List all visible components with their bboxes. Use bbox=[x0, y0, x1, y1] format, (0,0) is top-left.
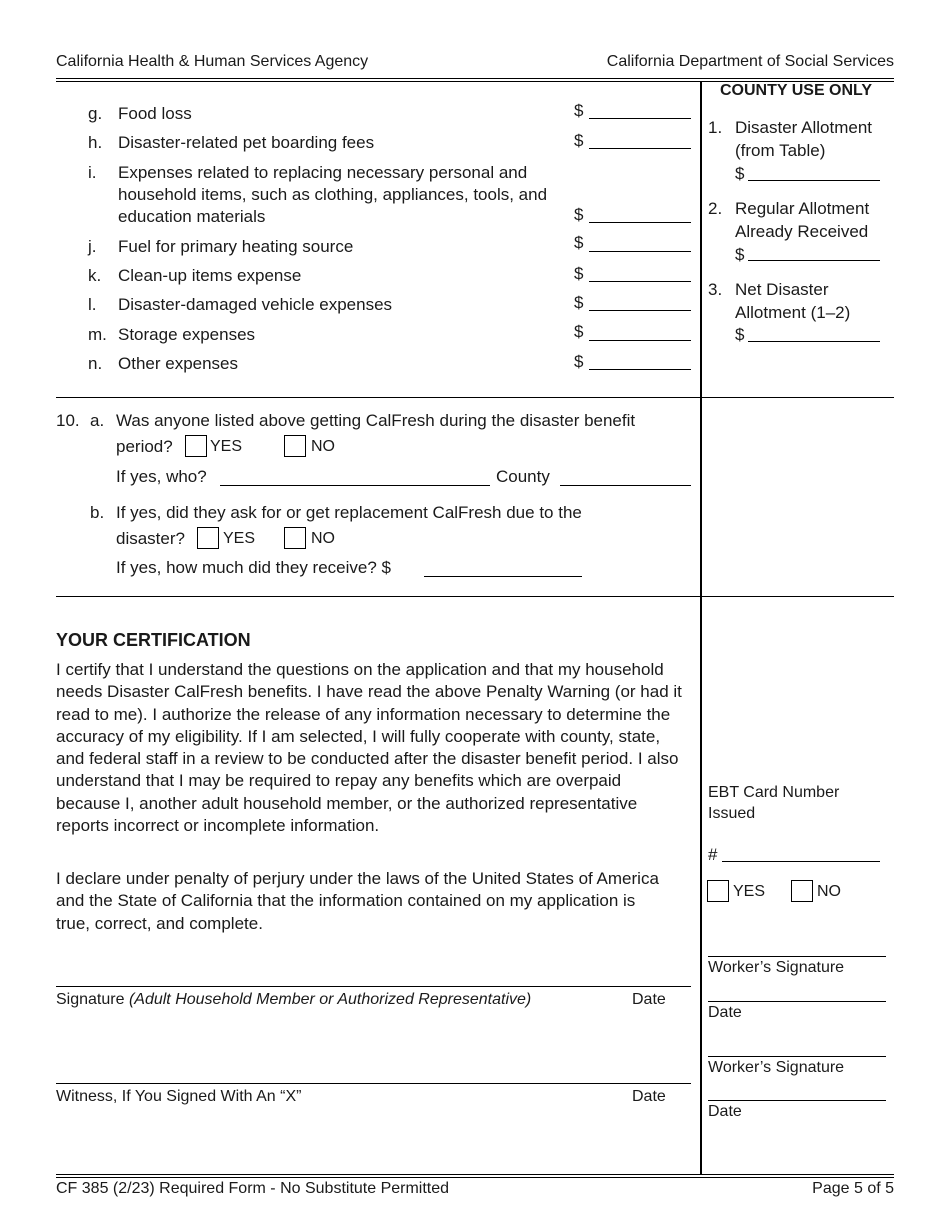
worker-signature-line[interactable] bbox=[708, 940, 886, 957]
date-label: Date bbox=[632, 1088, 666, 1105]
county-item-number: 1. bbox=[708, 118, 723, 137]
ebt-card-number-field[interactable] bbox=[722, 847, 880, 862]
yes-label: YES bbox=[210, 438, 243, 455]
question-text: period? bbox=[116, 437, 173, 456]
worker-date-label: Date bbox=[708, 1103, 742, 1120]
expense-label: Expenses related to replacing necessary personal and household items, such as clothing, appliances, tools, and education materials bbox=[118, 163, 548, 226]
other-expenses-amount[interactable] bbox=[589, 353, 691, 370]
dollar-sign: $ bbox=[574, 264, 584, 283]
expense-label: Disaster-damaged vehicle expenses bbox=[118, 295, 393, 314]
expense-letter: h. bbox=[88, 133, 103, 152]
net-allotment-field[interactable] bbox=[748, 325, 880, 342]
form-id: CF 385 (2/23) Required Form - No Substitute Permitted bbox=[56, 1180, 450, 1197]
replacement-no-checkbox[interactable] bbox=[284, 527, 306, 549]
question-number: 10. bbox=[56, 411, 80, 430]
county-item-label: Net Disaster Allotment (1–2) bbox=[735, 280, 851, 322]
dollar-sign: $ bbox=[735, 164, 745, 183]
header-divider bbox=[56, 78, 894, 79]
yes-label: YES bbox=[223, 530, 256, 547]
department-name: California Department of Social Services bbox=[606, 53, 894, 70]
yes-label: YES bbox=[733, 883, 766, 900]
page-number: Page 5 of 5 bbox=[812, 1180, 894, 1197]
county-item-label: Disaster Allotment (from Table) bbox=[735, 118, 872, 160]
column-divider bbox=[700, 81, 702, 1174]
dollar-sign: $ bbox=[574, 293, 584, 312]
date-label: Date bbox=[632, 991, 666, 1008]
expense-letter: g. bbox=[88, 104, 103, 123]
perjury-declaration: I declare under penalty of perjury under the laws of the United States of America and the State of California that the information contained on my application is true, correct, and complete. bbox=[56, 869, 659, 933]
replacement-items-amount[interactable] bbox=[589, 206, 691, 223]
witness-label: Witness, If You Signed With An “X” bbox=[56, 1088, 302, 1105]
how-much-label: If yes, how much did they receive? $ bbox=[116, 558, 391, 577]
who-field[interactable] bbox=[220, 469, 490, 486]
replacement-yes-checkbox[interactable] bbox=[197, 527, 219, 549]
pet-boarding-amount[interactable] bbox=[589, 132, 691, 149]
expense-letter: l. bbox=[88, 295, 97, 314]
expense-letter: j. bbox=[88, 237, 97, 256]
county-item-label: Regular Allotment Already Received bbox=[735, 199, 870, 241]
footer-divider bbox=[56, 1174, 894, 1175]
signature-line[interactable] bbox=[56, 972, 691, 987]
footer-divider-2 bbox=[56, 1177, 894, 1178]
dollar-sign: $ bbox=[735, 245, 745, 264]
expense-label: Clean-up items expense bbox=[118, 266, 302, 285]
expense-label: Fuel for primary heating source bbox=[118, 237, 354, 256]
heating-fuel-amount[interactable] bbox=[589, 235, 691, 252]
question-text: If yes, did they ask for or get replacement CalFresh due to the bbox=[116, 503, 582, 522]
calfresh-no-checkbox[interactable] bbox=[284, 435, 306, 457]
disaster-allotment-field[interactable] bbox=[748, 164, 880, 181]
signature-note: (Adult Household Member or Authorized Representative) bbox=[128, 991, 532, 1008]
expense-letter: i. bbox=[88, 163, 97, 182]
who-label: If yes, who? bbox=[116, 467, 207, 486]
food-loss-amount[interactable] bbox=[589, 102, 691, 119]
expense-letter: m. bbox=[88, 325, 107, 344]
ebt-yes-checkbox[interactable] bbox=[707, 880, 729, 902]
worker-signature-label: Worker’s Signature bbox=[708, 959, 845, 976]
certification-paragraph: I certify that I understand the questions on the application and that my household needs Disaster CalFresh benefits. I have read the above Penalty Warning (or had it read to me). I authorize the release of any information necessary to determine the accuracy of my eligibility. If I am selected, I will fully cooperate with county, state, and federal staff in a review to be conducted after the disaster benefit period. I also understand that I may be required to repay any benefits which are overpaid because I, another adult household member, or the authorized representative reports incorrect or incomplete information. bbox=[56, 660, 682, 836]
how-much-field[interactable] bbox=[424, 560, 582, 577]
certification-title: YOUR CERTIFICATION bbox=[56, 630, 251, 650]
hash-sign: # bbox=[708, 845, 718, 864]
vehicle-expense-amount[interactable] bbox=[589, 294, 691, 311]
county-item-number: 3. bbox=[708, 280, 723, 299]
dollar-sign: $ bbox=[574, 131, 584, 150]
dollar-sign: $ bbox=[574, 233, 584, 252]
signature-label-text: Signature bbox=[56, 991, 125, 1008]
ebt-no-checkbox[interactable] bbox=[791, 880, 813, 902]
no-label: NO bbox=[311, 438, 335, 455]
expense-label: Food loss bbox=[118, 104, 192, 123]
county-field[interactable] bbox=[560, 469, 691, 486]
witness-line[interactable] bbox=[56, 1069, 691, 1084]
signature-label bbox=[56, 991, 531, 1009]
question-text: Was anyone listed above getting CalFresh during the disaster benefit bbox=[116, 411, 636, 430]
county-use-title: COUNTY USE ONLY bbox=[720, 82, 873, 99]
question-letter: b. bbox=[90, 503, 105, 522]
section-divider bbox=[56, 397, 894, 398]
regular-allotment-field[interactable] bbox=[748, 244, 880, 261]
worker-date-line[interactable] bbox=[708, 1084, 886, 1101]
agency-name: California Health & Human Services Agency bbox=[56, 53, 369, 70]
dollar-sign: $ bbox=[574, 101, 584, 120]
storage-amount[interactable] bbox=[589, 324, 691, 341]
county-label: County bbox=[496, 467, 550, 486]
section-divider bbox=[56, 596, 894, 597]
question-text: disaster? bbox=[116, 529, 185, 548]
expense-letter: k. bbox=[88, 266, 102, 285]
worker-signature-label: Worker’s Signature bbox=[708, 1059, 845, 1076]
county-item-number: 2. bbox=[708, 199, 723, 218]
expense-letter: n. bbox=[88, 354, 103, 373]
calfresh-yes-checkbox[interactable] bbox=[185, 435, 207, 457]
dollar-sign: $ bbox=[574, 205, 584, 224]
clean-up-amount[interactable] bbox=[589, 265, 691, 282]
question-letter: a. bbox=[90, 411, 105, 430]
dollar-sign: $ bbox=[735, 325, 745, 344]
worker-date-label: Date bbox=[708, 1004, 742, 1021]
expense-label: Disaster-related pet boarding fees bbox=[118, 133, 375, 152]
expense-label: Storage expenses bbox=[118, 325, 256, 344]
worker-signature-line[interactable] bbox=[708, 1040, 886, 1057]
no-label: NO bbox=[817, 883, 841, 900]
dollar-sign: $ bbox=[574, 352, 584, 371]
dollar-sign: $ bbox=[574, 322, 584, 341]
worker-date-line[interactable] bbox=[708, 985, 886, 1002]
expense-label: Other expenses bbox=[118, 354, 239, 373]
no-label: NO bbox=[311, 530, 335, 547]
ebt-card-label: EBT Card Number Issued bbox=[708, 784, 840, 822]
